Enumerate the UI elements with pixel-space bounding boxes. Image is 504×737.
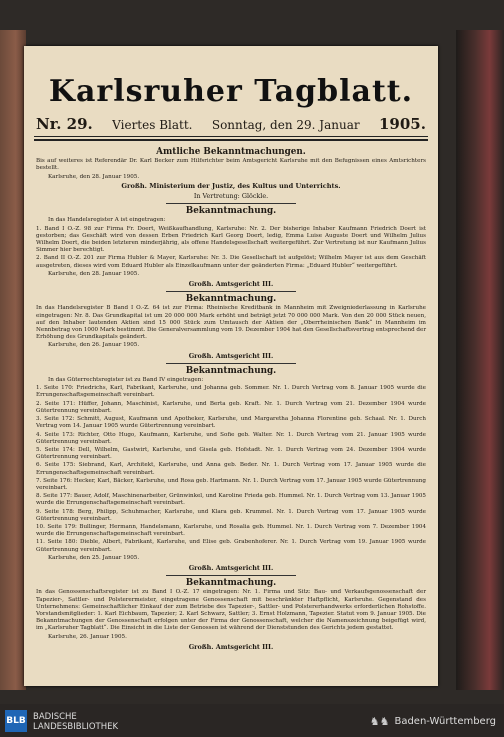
dateline: Karlsruhe, den 26. Januar 1905. xyxy=(48,342,140,349)
paragraph: In das Güterrechtsregister ist zu Band IV eingetragen: xyxy=(48,377,204,384)
notice-heading: Bekanntmachung. xyxy=(185,206,277,217)
separator xyxy=(166,575,296,576)
court-signature: Großh. Amtsgericht III. xyxy=(188,642,274,651)
library-name[interactable] xyxy=(33,712,118,732)
list-item: 11. Seite 180: Dieble, Albert, Fabrikant, Karlsruhe, und Elise geb. Grabenhoferer. Nr. 1. Durch Vertrag vom 19. Januar 1905 wurde Gütertrennung vereinbart. xyxy=(36,539,426,553)
issue-line xyxy=(36,115,426,133)
issue-sheet: Viertes Blatt. xyxy=(112,118,193,132)
separator xyxy=(166,291,296,292)
library-line1: BADISCHE xyxy=(33,712,77,722)
state-name: Baden-Württemberg xyxy=(394,716,496,727)
rule xyxy=(34,136,428,137)
paragraph: In das Genossenschaftsregister ist zu Band I O.-Z. 17 eingetragen: Nr. 1. Firma und Sitz: Bau- und Verkaufsgenossenschaft der Tapezier-, Sattler- und Polsterermeister, eingetragene Genossenschaft mit beschränkter Haftpflicht, Karlsruhe. Gegenstand des Unternehmens: Gemeinschaftlicher Einkauf der zum Betriebe des Tapezier-, Sattler- und Polstererhandwerks erforderlichen Rohstoffe. Vorstandsmitglieder: 1. Karl Eichbaum, Tapezier; 2. Karl Schwarz, Sattler; 3. Ernst Holzmann, Tapezier. Statut vom 9. Januar 1905. Die Bekanntmachungen der Genossenschaft erfolgen unter der Firma der Genossenschaft, welcher die Namenszeichnung beigefügt wird, im „Karlsruher Tagblatt“. Die Einsicht in die Liste der Genossen ist während der Dienststunden des Gerichts jedem gestattet. xyxy=(36,589,426,632)
list-item: 8. Seite 177: Bauer, Adolf, Maschinenarbeiter, Grünwinkel, und Karoline Frieda geb. Hummel. Nr. 1. Durch Vertrag vom 13. Januar 1905 wurde die Errungenschaftsgemeinschaft vereinbart. xyxy=(36,493,426,507)
newspaper-page xyxy=(24,46,438,686)
paragraph: In das Handelsregister B Band I O.-Z. 64 ist zur Firma: Rheinische Kreditbank in Mannheim mit Zweigniederlassung in Karlsruhe eingetragen: Nr. 8. Das Grundkapital ist um 20 000 000 Mark erhöht und beträgt jetzt 70 000 000 Mark. Von den 20 000 Stück neuen, auf den Inhaber lautenden Aktien sind 15 000 Stück zum Umtausch der Aktien der „Oberrheinischen Bank“ in Mannheim im Nennbetrag von 1000 Mark bestimmt. Die Generalversammlung vom 19. Dezember 1904 hat den Gesellschaftsvertrag entsprechend der Erhöhung des Grundkapitals geändert. xyxy=(36,305,426,341)
book-edge-right xyxy=(456,30,504,690)
notice-heading: Bekanntmachung. xyxy=(185,578,277,589)
dateline: Karlsruhe, den 28. Januar 1905. xyxy=(48,270,140,277)
dateline: Karlsruhe, 26. Januar 1905. xyxy=(48,633,127,640)
separator xyxy=(166,363,296,364)
state-brand[interactable] xyxy=(370,715,496,728)
court-signature: Großh. Amtsgericht III. xyxy=(188,351,274,360)
book-spine-left xyxy=(0,30,26,690)
list-item: 7. Seite 176: Hecker, Karl, Bäcker, Karlsruhe, und Rosa geb. Hartmann. Nr. 1. Durch Vertrag vom 17. Januar 1905 wurde Gütertrennung vereinbart. xyxy=(36,477,426,491)
section-heading: Amtliche Bekanntmachungen. xyxy=(156,147,306,157)
list-item: 2. Band II O.-Z. 201 zur Firma Hubler & Mayer, Karlsruhe: Nr. 3. Die Gesellschaft ist aufgelöst; Wilhelm Mayer ist aus dem Geschäft ausgetreten, dieses wird vom Eduard Hubler als Einzelkaufmann unter der geänderten Firma: „Eduard Hubler“ weitergeführt. xyxy=(36,255,426,269)
list-item: 1. Seite 170: Friedrichs, Karl, Fabrikant, Karlsruhe, und Johanna geb. Sommer. Nr. 1. Durch Vertrag vom 8. Januar 1905 wurde die Errungenschaftsgemeinschaft vereinbart. xyxy=(36,385,426,399)
lions-crest-icon: ♞♞ xyxy=(369,715,390,728)
list-item: 1. Band I O.-Z. 98 zur Firma Fr. Doert, Weißkaufhandlung, Karlsruhe: Nr. 2. Der bisherige Inhaber Kaufmann Friedrich Doert ist gestorben; das Geschäft wird von dessen Erben Friedrich Karl Georg Doert, ledig, Emma Luise Auguste Doert und Wilhelm Julius Wilhelm Doert, die beiden letzteren minderjährig, als offene Handelsgesellschaft weitergeführt. Zur Vertretung ist nur Kaufmann Julius Simmer hier berechtigt. xyxy=(36,225,426,254)
footer-bar xyxy=(0,704,504,737)
list-item: 10. Seite 179: Bullinger, Hermann, Handelsmann, Karlsruhe, und Rosalia geb. Hummel. Nr. 1. Durch Vertrag vom 7. Dezember 1904 wurde die Errungenschaftsgemeinschaft vereinbart. xyxy=(36,523,426,538)
notice-heading: Bekanntmachung. xyxy=(185,294,277,305)
separator xyxy=(166,203,296,204)
list-item: 2. Seite 171: Hüffer, Johann, Maschinist, Karlsruhe, und Berta geb. Kraft. Nr. 1. Durch Vertrag vom 21. Dezember 1904 wurde Gütertrennung vereinbart. xyxy=(36,400,426,414)
ministry: Großh. Ministerium der Justiz, des Kultus und Unterrichts. xyxy=(121,181,341,190)
court-signature: Großh. Amtsgericht III. xyxy=(188,280,274,289)
list-item: 6. Seite 175: Siebrand, Karl, Architekt, Karlsruhe, und Anna geb. Beder. Nr. 1. Durch Vertrag vom 17. Januar 1905 wurde die Errungenschaftsgemeinschaft vereinbart. xyxy=(36,462,426,476)
dateline: Karlsruhe, den 28. Januar 1905. xyxy=(48,173,140,180)
masthead: Karlsruher Tagblatt. xyxy=(48,74,414,109)
issue-number: Nr. 29. xyxy=(36,115,93,133)
list-item: 4. Seite 173: Richter, Otto Hugo, Kaufmann, Karlsruhe, und Sofie geb. Walter. Nr. 1. Durch Vertrag vom 21. Januar 1905 wurde Gütertrennung vereinbart. xyxy=(36,431,426,445)
notice-heading: Bekanntmachung. xyxy=(185,365,277,376)
list-item: 5. Seite 174: Dell, Wilhelm, Gastwirt, Karlsruhe, und Gisela geb. Hofstadt. Nr. 1. Durch Vertrag vom 24. Dezember 1904 wurde Gütertrennung vereinbart. xyxy=(36,446,426,461)
library-logo[interactable]: BLB xyxy=(5,710,27,732)
issue-year: 1905. xyxy=(378,115,426,133)
court-signature: Großh. Amtsgericht III. xyxy=(188,563,274,572)
library-line2: LANDESBIBLIOTHEK xyxy=(33,722,119,732)
issue-date: Sonntag, den 29. Januar xyxy=(211,118,360,132)
paragraph: In das Handelsregister A ist eingetragen: xyxy=(48,217,166,224)
page-content xyxy=(24,141,438,657)
signer: In Vertretung: Glöckle. xyxy=(193,192,269,201)
list-item: 9. Seite 178: Berg, Philipp, Schuhmacher, Karlsruhe, und Klara geb. Krummel. Nr. 1. Durch Vertrag vom 17. Januar 1905 wurde Gütertrennung vereinbart. xyxy=(36,508,426,522)
paragraph: Bis auf weiteres ist Referendär Dr. Karl Becker zum Hilfsrichter beim Amtsgericht Karlsruhe mit den Befugnissen eines Amtsrichters bestellt. xyxy=(36,158,426,172)
list-item: 3. Seite 172: Schmitt, August, Kaufmann und Apotheker, Karlsruhe, und Margaretha Johanna Florentine geb. Schaal. Nr. 1. Durch Vertrag vom 14. Januar 1905 wurde Gütertrennung vereinbart. xyxy=(36,416,426,430)
dateline: Karlsruhe, den 25. Januar 1905. xyxy=(48,554,140,561)
